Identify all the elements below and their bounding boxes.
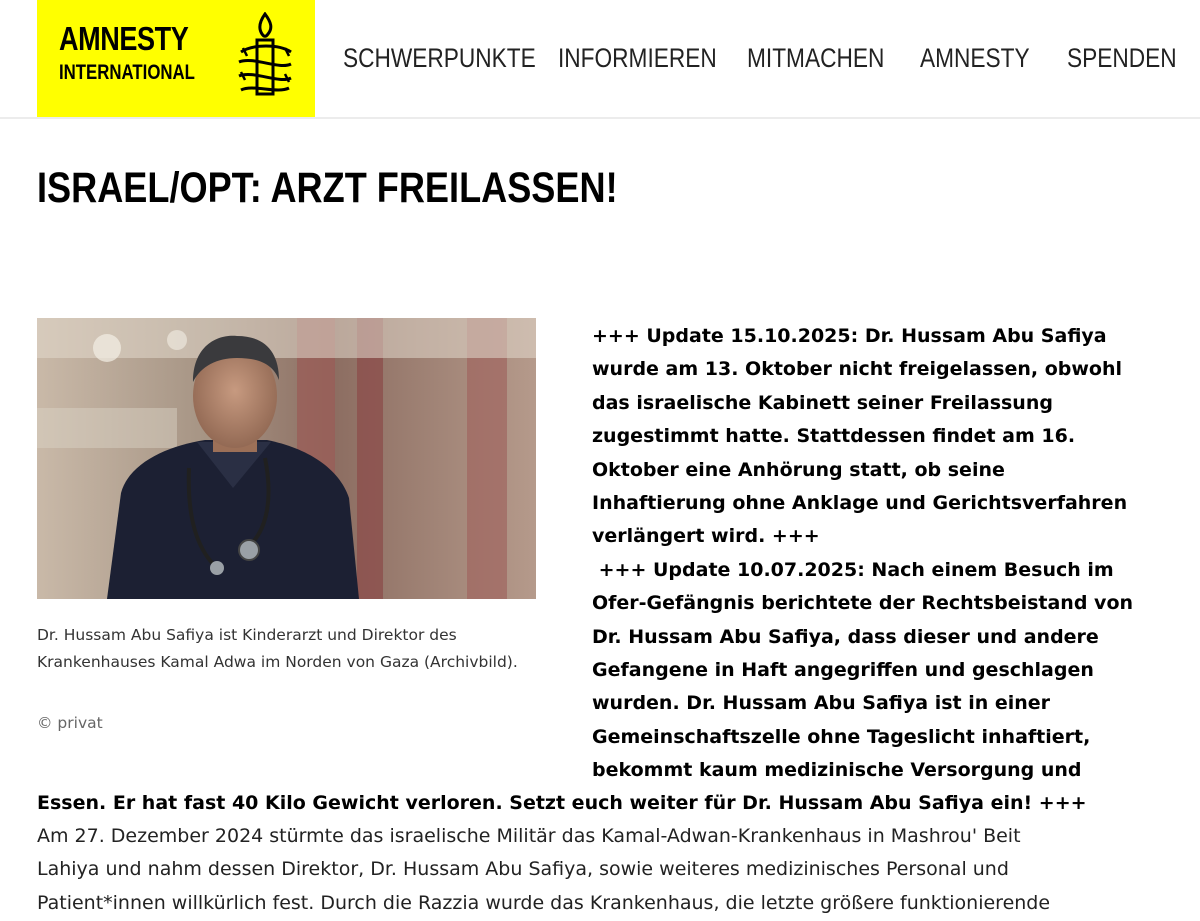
update-line: +++ Update 10.07.2025: Nach einem Besuch im [592,558,1114,581]
update-line-tail: Essen. Er hat fast 40 Kilo Gewicht verloren. Setzt euch weiter für Dr. Hussam Abu Safiya ein! +++ [37,792,1087,814]
logo-text-amnesty: AMNESTY [59,20,189,57]
update-notice [592,320,1162,788]
nav-item-schwerpunkte[interactable]: SCHWERPUNKTE [343,43,536,73]
nav-item-informieren[interactable]: INFORMIEREN [558,43,717,73]
update-line: bekommt kaum medizinische Versorgung und [592,759,1082,782]
nav-item-spenden[interactable]: SPENDEN [1067,43,1177,73]
update-line: +++ Update 15.10.2025: Dr. Hussam Abu Safiya [592,325,1107,347]
article-body [37,820,1177,920]
update-line: Ofer-Gefängnis berichtete der Rechtsbeistand von [592,592,1134,615]
photo-caption: Dr. Hussam Abu Safiya ist Kinderarzt und Direktor des Krankenhauses Kamal Adwa im Norden von Gaza (Archivbild). [37,626,518,671]
site-header [0,0,1200,119]
update-line: zugestimmt hatte. Stattdessen findet am 16. [592,425,1076,448]
nav-item-amnesty[interactable]: AMNESTY [920,43,1030,73]
amnesty-logo[interactable] [37,0,315,117]
update-line: Gemeinschaftszelle ohne Tageslicht inhaftiert, [592,725,1091,748]
candle-barbed-wire-icon [235,12,295,100]
update-line: das israelische Kabinett seiner Freilassung [592,391,1053,414]
photo-credit: © privat [37,714,103,732]
update-line: wurde am 13. Oktober nicht freigelassen, obwohl [592,358,1122,381]
portrait-photo-illustration [37,318,536,599]
body-line: Lahiya und nahm dessen Direktor, Dr. Hussam Abu Safiya, sowie weiteres medizinisches Personal und [37,858,1009,881]
update-line: Dr. Hussam Abu Safiya, dass dieser und andere [592,625,1099,648]
update-line: Gefangene in Haft angegriffen und geschlagen [592,659,1094,682]
body-line: Patient*innen willkürlich fest. Durch die Razzia wurde das Krankenhaus, die letzte größere funktionierende [37,891,1051,914]
update-line: verlängert wird. +++ [592,525,820,548]
update-line: Oktober eine Anhörung statt, ob seine [592,458,1005,481]
logo-text-international: INTERNATIONAL [59,61,195,84]
body-line: Am 27. Dezember 2024 stürmte das israelische Militär das Kamal-Adwan-Krankenhaus in Mashrou' Beit [37,825,1021,847]
nav-item-mitmachen[interactable]: MITMACHEN [747,43,885,73]
main-navigation [343,40,1183,80]
article-photo [37,318,536,599]
update-line: Inhaftierung ohne Anklage und Gerichtsverfahren [592,492,1128,515]
update-line: wurden. Dr. Hussam Abu Safiya ist in einer [592,692,1051,715]
page-title: ISRAEL/OPT: ARZT FREILASSEN! [37,164,618,212]
